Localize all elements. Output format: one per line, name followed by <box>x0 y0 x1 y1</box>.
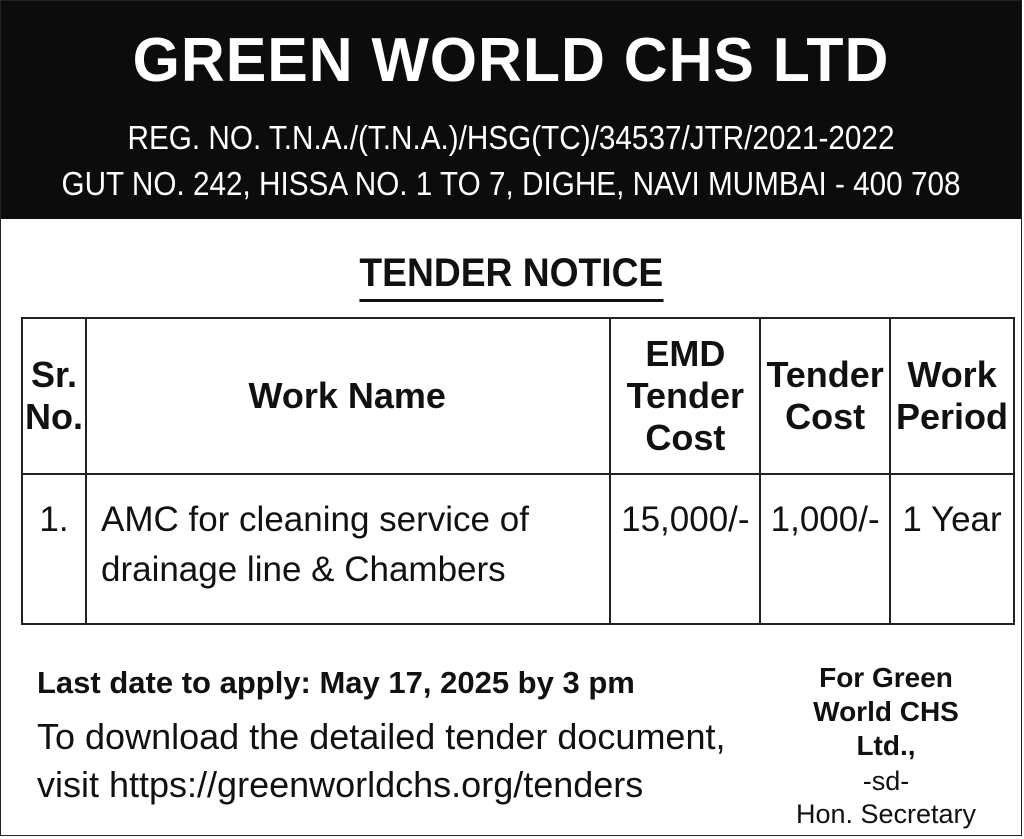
header-tender-cost: Tender Cost <box>760 318 890 474</box>
tender-table <box>21 317 1015 625</box>
org-name: GREEN WORLD CHS LTD <box>132 26 890 95</box>
signatory-title: Hon. Secretary <box>795 799 977 829</box>
cell-work-period: 1 Year <box>890 474 1014 624</box>
cell-work-name: AMC for cleaning service of drainage line & Chambers <box>86 474 610 624</box>
address: GUT NO. 242, HISSA NO. 1 TO 7, DIGHE, NAVI MUMBAI - 400 708 <box>61 165 961 202</box>
download-instructions: To download the detailed tender document, visit https://greenworldchs.org/tenders <box>37 716 726 805</box>
header-work-period: Work Period <box>890 318 1014 474</box>
cell-sr-no: 1. <box>22 474 86 624</box>
signature-block <box>781 661 991 831</box>
header-sr-no: Sr. No. <box>22 318 86 474</box>
registration-number: REG. NO. T.N.A./(T.N.A.)/HSG(TC)/34537/JTR/2021-2022 <box>127 119 895 156</box>
notice-title-text: TENDER NOTICE <box>359 249 663 302</box>
last-date: Last date to apply: May 17, 2025 by 3 pm <box>37 665 635 700</box>
footer-details <box>37 661 737 809</box>
cell-tender-cost: 1,000/- <box>760 474 890 624</box>
table-header-row <box>22 318 1014 474</box>
header-work-name: Work Name <box>86 318 610 474</box>
header-banner <box>1 1 1021 219</box>
cell-emd-tender-cost: 15,000/- <box>610 474 760 624</box>
signature-sd: -sd- <box>862 766 910 796</box>
signature-org: For Green World CHS Ltd., <box>813 662 959 761</box>
header-emd-tender-cost: EMD Tender Cost <box>610 318 760 474</box>
table-row <box>22 474 1014 624</box>
notice-title <box>1 249 1021 302</box>
